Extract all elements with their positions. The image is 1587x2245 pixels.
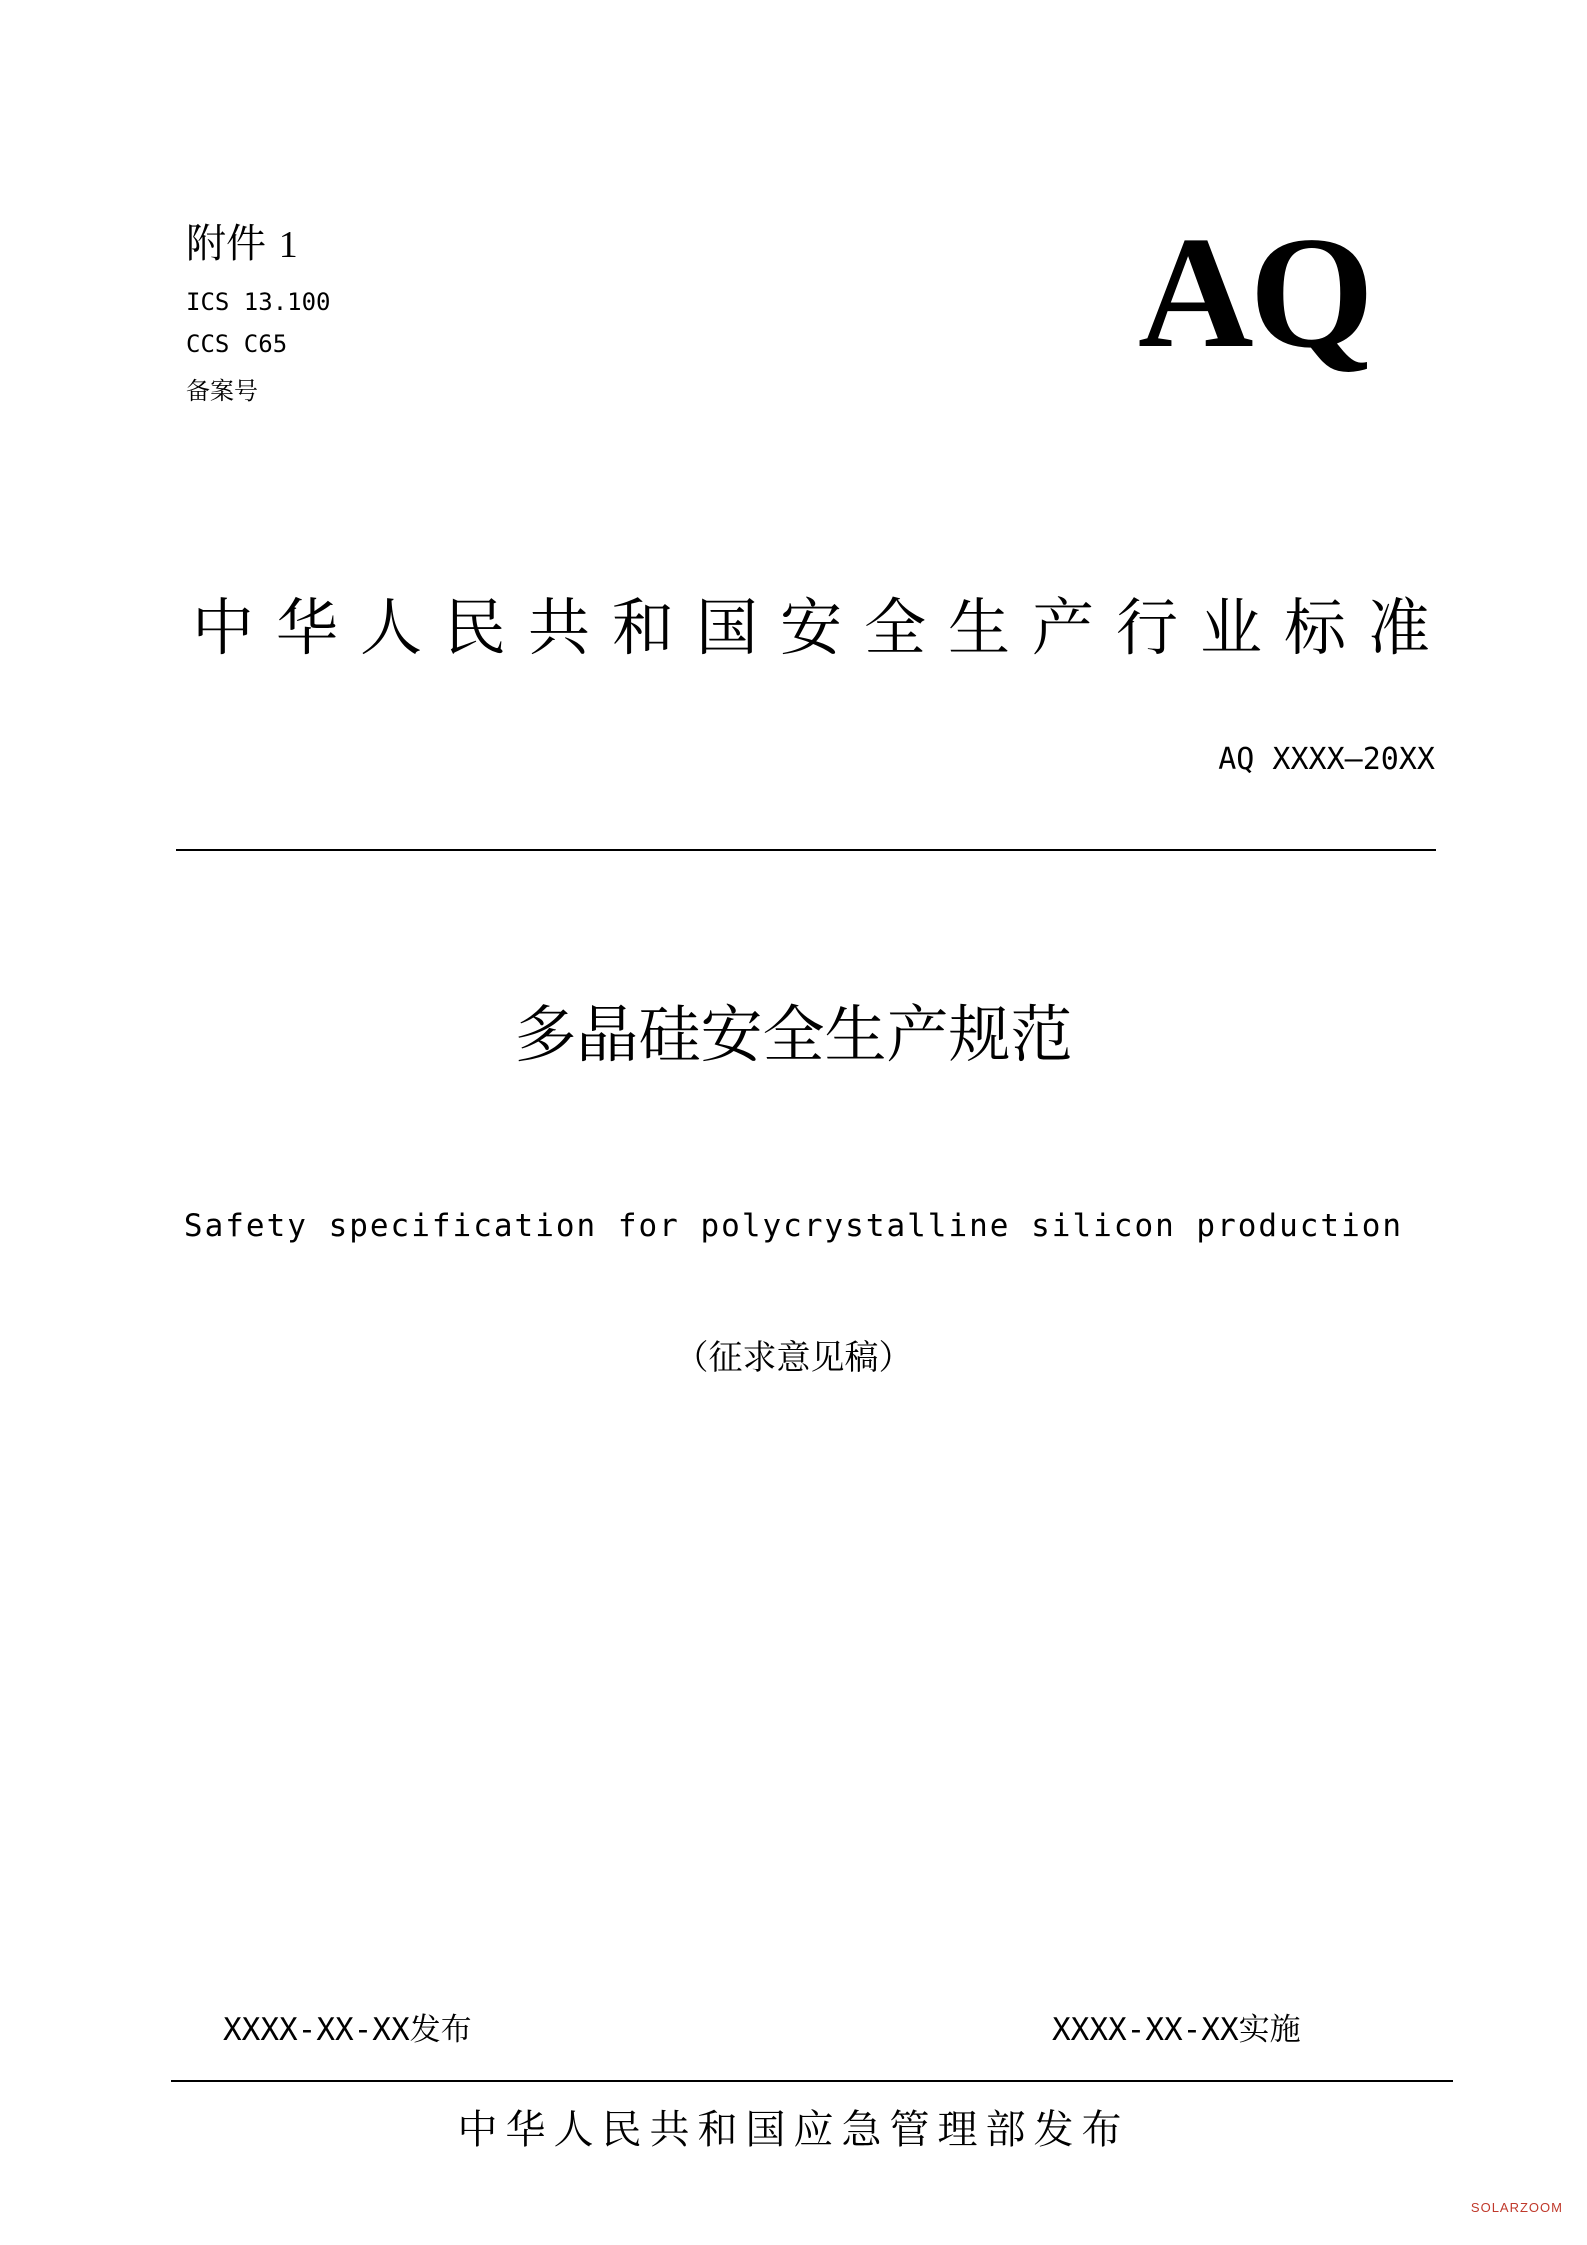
document-title-en: Safety specification for polycrystalline silicon production — [183, 1208, 1404, 1244]
standard-number: AQ XXXX—20XX — [1218, 742, 1435, 777]
publish-date — [223, 2004, 472, 2049]
implement-date-value: XXXX-XX-XX — [1052, 2012, 1239, 2048]
draft-status: （征求意见稿） — [674, 1338, 913, 1378]
attachment-label — [186, 212, 298, 269]
implement-label: 实施 — [1238, 2012, 1301, 2048]
standard-category-title: 中华人民共和国安全生产行业标准 — [192, 591, 1453, 664]
publisher: 中华人民共和国应急管理部发布 — [457, 2107, 1130, 2153]
publish-date-value: XXXX-XX-XX — [223, 2012, 410, 2048]
implement-date — [1052, 2004, 1301, 2049]
attachment-label-text: 附件 — [186, 221, 266, 267]
bottom-divider — [171, 2080, 1453, 2082]
aq-logo: AQ — [1138, 203, 1370, 381]
document-title-cn: 多晶硅安全生产规范 — [514, 998, 1073, 1071]
attachment-number: 1 — [278, 224, 298, 266]
top-divider — [176, 849, 1436, 851]
ccs-code: CCS C65 — [186, 330, 288, 358]
watermark: SOLARZOOM — [1470, 2200, 1563, 2215]
ics-code: ICS 13.100 — [186, 288, 331, 316]
record-number-label: 备案号 — [186, 377, 258, 405]
publish-label: 发布 — [409, 2012, 472, 2048]
